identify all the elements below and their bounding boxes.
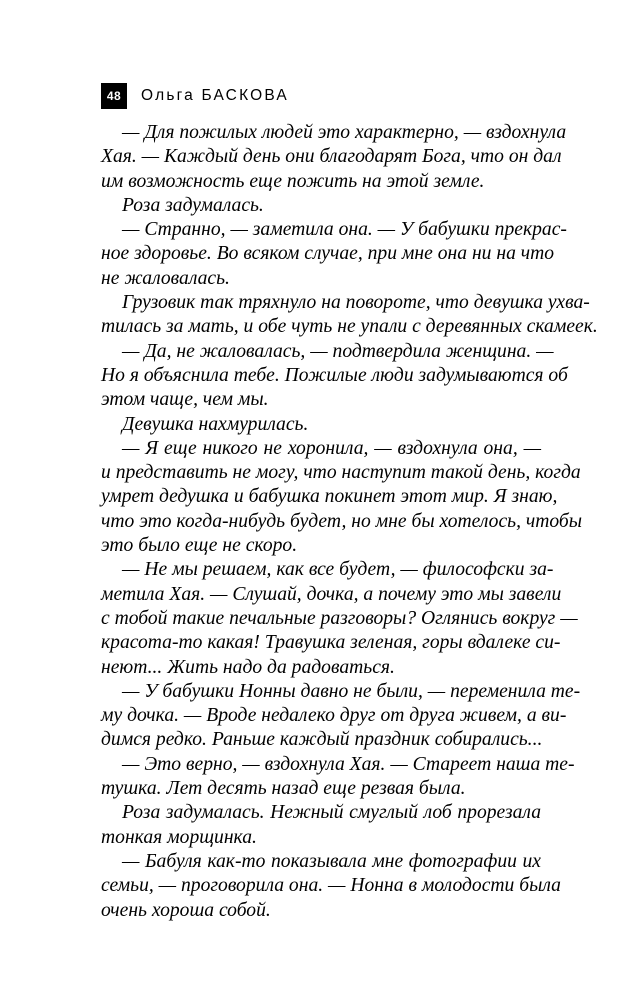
text-line: и представить не могу, что наступит такой день, когда xyxy=(101,462,581,484)
text-line: — Не мы решаем, как все будет, — философски за- xyxy=(122,559,554,581)
text-line: умрет дедушка и бабушка покинет этот мир. Я знаю, xyxy=(101,486,558,508)
text-line: тилась за мать, и обе чуть не упали с деревянных скамеек. xyxy=(101,316,598,338)
text-line: — Бабуля как-то показывала мне фотографии их xyxy=(122,850,541,872)
text-line: димся редко. Раньше каждый праздник собирались... xyxy=(101,729,543,751)
text-line: — Это верно, — вздохнула Хая. — Стареет наша те- xyxy=(122,753,575,775)
text-line: Девушка нахмурилась. xyxy=(122,413,309,435)
text-line: — Я еще никого не хоронила, — вздохнула она, — xyxy=(122,437,541,459)
text-line: семьи, — проговорила она. — Нонна в молодости была xyxy=(101,875,561,897)
text-line: Грузовик так тряхнуло на повороте, что девушка ухва- xyxy=(122,292,590,314)
text-line: тонкая морщинка. xyxy=(101,826,257,848)
text-line: Хая. — Каждый день они благодарят Бога, что он дал xyxy=(101,146,562,168)
text-line: ное здоровье. Во всяком случае, при мне она ни на что xyxy=(101,243,555,265)
text-line: Но я объяснила тебе. Пожилые люди задумываются об xyxy=(101,364,568,386)
text-line: тушка. Лет десять назад еще резвая была. xyxy=(101,778,466,800)
text-line: не жаловалась. xyxy=(101,267,230,289)
text-line: неют... Жить надо да радоваться. xyxy=(101,656,395,678)
page-number: 48 xyxy=(101,83,127,109)
text-line: метила Хая. — Слушай, дочка, а почему это мы завели xyxy=(101,583,562,605)
text-line: — У бабушки Нонны давно не были, — переменила те- xyxy=(122,680,581,702)
text-line: этом чаще, чем мы. xyxy=(101,389,269,411)
text-line: — Да, не жаловалась, — подтвердила женщина. — xyxy=(122,340,554,362)
text-line: что это когда-нибудь будет, но мне бы хотелось, чтобы xyxy=(101,510,583,532)
body-text xyxy=(101,121,598,923)
text-line: — Странно, — заметила она. — У бабушки прекрас- xyxy=(122,219,567,241)
text-line: Роза задумалась. xyxy=(122,194,264,216)
text-line: очень хороша собой. xyxy=(101,899,271,921)
text-line: — Для пожилых людей это характерно, — вздохнула xyxy=(122,122,567,143)
text-line: красота-то какая! Травушка зеленая, горы вдалеке си- xyxy=(101,632,561,654)
running-head xyxy=(101,83,289,109)
text-line: с тобой такие печальные разговоры? Оглянись вокруг — xyxy=(101,607,578,629)
text-line: Роза задумалась. Нежный смуглый лоб прорезала xyxy=(122,802,541,824)
header-author: Ольга БАСКОВА xyxy=(141,87,289,104)
text-line: му дочка. — Вроде недалеко друг от друга живем, а ви- xyxy=(101,705,567,727)
text-line: это было еще не скоро. xyxy=(101,535,298,557)
text-line: им возможность еще пожить на этой земле. xyxy=(101,170,485,192)
